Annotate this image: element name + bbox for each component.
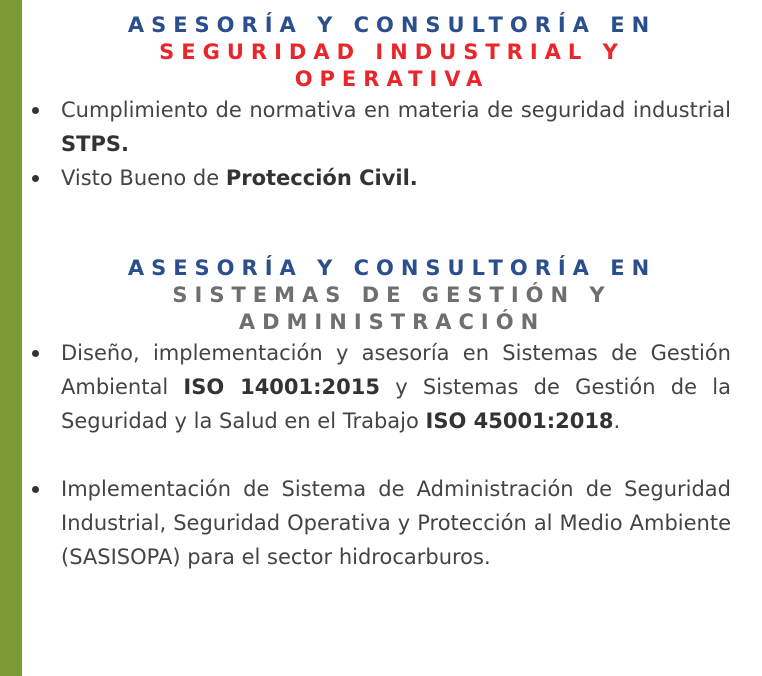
bullet-icon (32, 486, 39, 493)
item-spacer (22, 438, 762, 472)
heading-line-1: ASESORÍA Y CONSULTORÍA EN (127, 13, 657, 37)
item-bold-text: ISO 14001:2015 (183, 375, 380, 399)
list-item (22, 161, 762, 195)
bullet-icon (32, 350, 39, 357)
section-heading-seguridad (22, 12, 762, 93)
item-text: Cumplimiento de normativa en materia de seguridad industrial (61, 98, 731, 122)
item-text: . (613, 409, 621, 433)
sistemas-list (22, 336, 762, 438)
heading-line-1: ASESORÍA Y CONSULTORÍA EN (127, 256, 657, 280)
accent-side-bar (0, 0, 22, 676)
item-bold-text: STPS. (61, 132, 129, 156)
item-text: Implementación de Sistema de Administración de Seguridad Industrial, Seguridad Operativa y Protección al Medio Ambiente (SASISOPA) para el sector hidrocarburos. (61, 477, 731, 569)
heading-line-2: SISTEMAS DE GESTIÓN Y (172, 283, 612, 307)
list-item (22, 336, 762, 438)
item-text: Visto Bueno de (61, 166, 226, 190)
bullet-icon (32, 107, 39, 114)
seguridad-list (22, 93, 762, 195)
heading-line-3: OPERATIVA (294, 67, 490, 91)
bullet-icon (32, 175, 39, 182)
heading-line-2: SEGURIDAD INDUSTRIAL Y (159, 40, 625, 64)
list-item (22, 472, 762, 574)
section-spacer (22, 195, 762, 255)
list-item (22, 93, 762, 161)
item-bold-text: Protección Civil. (225, 166, 418, 190)
item-text: Diseño, implementación y asesoría en Sistemas de Gestión Ambiental (61, 341, 731, 399)
heading-line-3: ADMINISTRACIÓN (238, 310, 546, 334)
item-bold-text: ISO 45001:2018 (425, 409, 614, 433)
item-text: y Sistemas de Gestión de la Seguridad y la Salud en el Trabajo (61, 375, 731, 433)
section-heading-sistemas (22, 255, 762, 336)
content-area (22, 0, 762, 574)
sistemas-list-continued (22, 472, 762, 574)
